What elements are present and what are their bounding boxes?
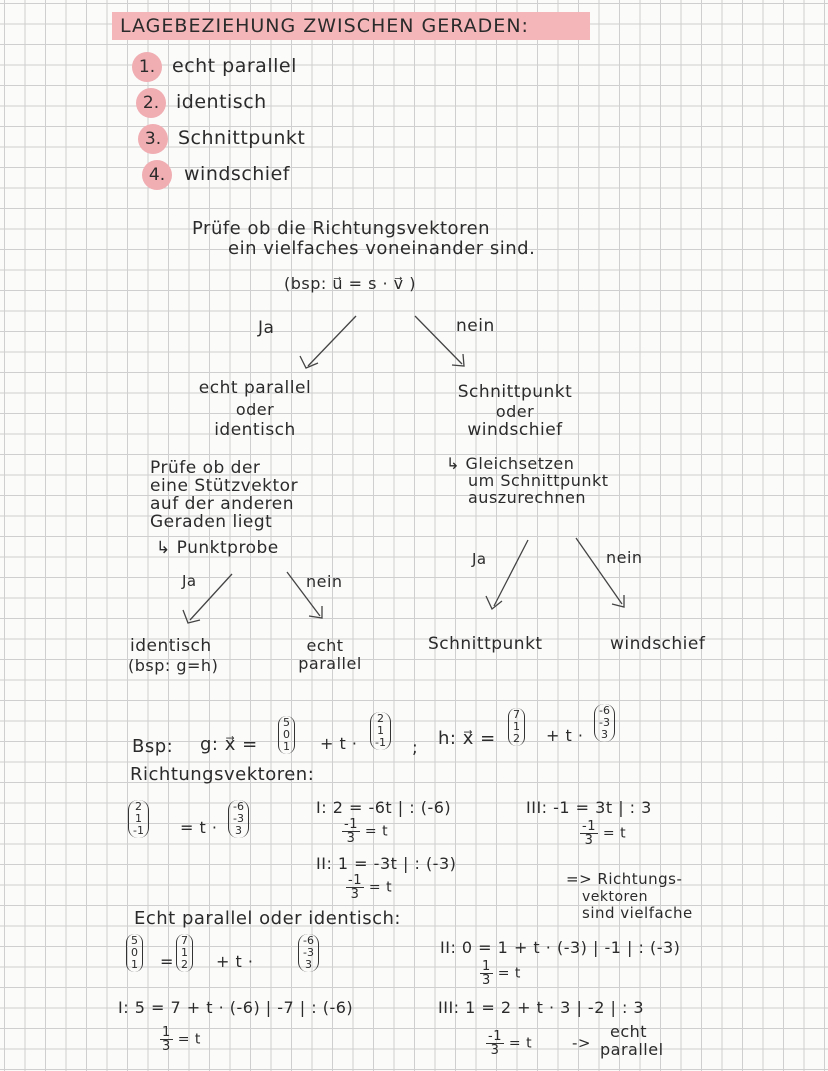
- g-stutzvektor: 5 0 1: [278, 716, 295, 754]
- eq-I: I: 2 = -6t | : (-6): [316, 798, 452, 817]
- rv-right: -6 -3 3: [228, 800, 249, 838]
- final-echt: echt: [610, 1022, 648, 1041]
- bsp-label: Bsp:: [132, 736, 174, 757]
- branch-nein-2: nein: [306, 572, 343, 591]
- pp-II-result: $\frac{1}{3}$ = t: [482, 959, 521, 988]
- branch-ja-2: Ja: [182, 572, 197, 590]
- leaf-parallel: parallel: [298, 654, 362, 673]
- g-plus-t: + t ·: [320, 734, 358, 753]
- h-richtungsvektor: -6 -3 3: [594, 704, 615, 742]
- check-line-2: ein vielfaches voneinander sind.: [228, 238, 536, 259]
- leaf-identisch: identisch: [130, 636, 212, 656]
- pp-left-vector: 5 0 1: [126, 934, 143, 972]
- conclusion-1: => Richtungs-: [566, 870, 683, 888]
- right-l2: oder: [495, 402, 535, 421]
- echt-oder-identisch: Echt parallel oder identisch:: [134, 908, 401, 929]
- branch-ja: Ja: [258, 318, 275, 338]
- pp-I: I: 5 = 7 + t · (-6) | -7 | : (-6): [118, 998, 354, 1017]
- eq-II-result: $\frac{-1}{3}$ = t: [348, 873, 393, 902]
- h-stutzvektor: 7 1 2: [508, 708, 525, 746]
- right-l3: windschief: [467, 420, 563, 440]
- eq-II: II: 1 = -3t | : (-3): [316, 854, 457, 873]
- left-l3: identisch: [214, 420, 296, 440]
- pp-stutzvektor: 7 1 2: [176, 934, 193, 972]
- right-l1: Schnittpunkt: [457, 382, 573, 402]
- pp-plus-t: + t ·: [216, 952, 254, 971]
- leaf-schnittpunkt: Schnittpunkt: [428, 634, 543, 654]
- left-check-4: Geraden liegt: [150, 512, 273, 532]
- g-richtungsvektor: 2 1 -1: [370, 712, 391, 750]
- semicolon: ;: [412, 738, 419, 758]
- g-label: g: x⃗ =: [200, 734, 258, 755]
- rv-left: 2 1 -1: [128, 800, 149, 838]
- branch-nein: nein: [456, 316, 495, 336]
- pp-I-result: $\frac{1}{3}$ = t: [162, 1025, 201, 1054]
- richtungsvektoren-label: Richtungsvektoren:: [130, 764, 315, 785]
- left-check-2: eine Stützvektor: [150, 476, 299, 496]
- list-number: 4.: [142, 160, 172, 190]
- pp-III-result: $\frac{-1}{3}$ = t: [488, 1029, 533, 1058]
- conclusion-3: sind vielfache: [582, 904, 693, 922]
- right-check-3: auszurechnen: [468, 488, 586, 507]
- right-check-2: um Schnittpunkt: [468, 471, 609, 490]
- final-parallel: parallel: [600, 1040, 664, 1059]
- branch-ja-3: Ja: [472, 550, 487, 568]
- left-check-1: Prüfe ob der: [150, 458, 261, 478]
- left-l1: echt parallel: [198, 378, 312, 398]
- page-title: LAGEBEZIEHUNG ZWISCHEN GERADEN:: [112, 12, 590, 40]
- final-arrow: ->: [572, 1034, 591, 1052]
- list-item-label: echt parallel: [172, 55, 297, 77]
- check-line-1: Prüfe ob die Richtungsvektoren: [192, 218, 491, 239]
- leaf-echt: echt: [306, 636, 344, 655]
- leaf-windschief: windschief: [610, 634, 706, 654]
- h-label: h: x⃗ =: [438, 728, 496, 749]
- branch-nein-3: nein: [606, 548, 643, 567]
- leaf-identisch-bsp: (bsp: g=h): [128, 656, 219, 675]
- conclusion-2: vektoren: [582, 889, 648, 905]
- right-check-1: ↳ Gleichsetzen: [446, 454, 575, 473]
- list-number: 1.: [132, 52, 162, 82]
- left-l2: oder: [235, 400, 275, 419]
- pp-II: II: 0 = 1 + t · (-3) | -1 | : (-3): [440, 938, 681, 957]
- check-example: (bsp: u⃗ = s · v⃗ ): [284, 274, 416, 293]
- pp-eq: =: [160, 952, 174, 971]
- left-check-5: ↳ Punktprobe: [156, 538, 279, 558]
- pp-III: III: 1 = 2 + t · 3 | -2 | : 3: [438, 998, 645, 1017]
- left-check-3: auf der anderen: [150, 494, 295, 514]
- h-plus-t: + t ·: [546, 726, 584, 745]
- rv-eq: = t ·: [180, 818, 218, 837]
- list-item-label: Schnittpunkt: [178, 127, 306, 149]
- eq-III-result: $\frac{-1}{3}$ = t: [582, 819, 627, 848]
- list-item-label: identisch: [176, 91, 267, 113]
- list-number: 3.: [138, 124, 168, 154]
- eq-I-result: $\frac{-1}{3}$ = t: [344, 817, 389, 846]
- eq-III: III: -1 = 3t | : 3: [526, 798, 652, 817]
- list-number: 2.: [136, 88, 166, 118]
- list-item-label: windschief: [184, 163, 290, 185]
- pp-richtungsvektor: -6 -3 3: [298, 934, 319, 972]
